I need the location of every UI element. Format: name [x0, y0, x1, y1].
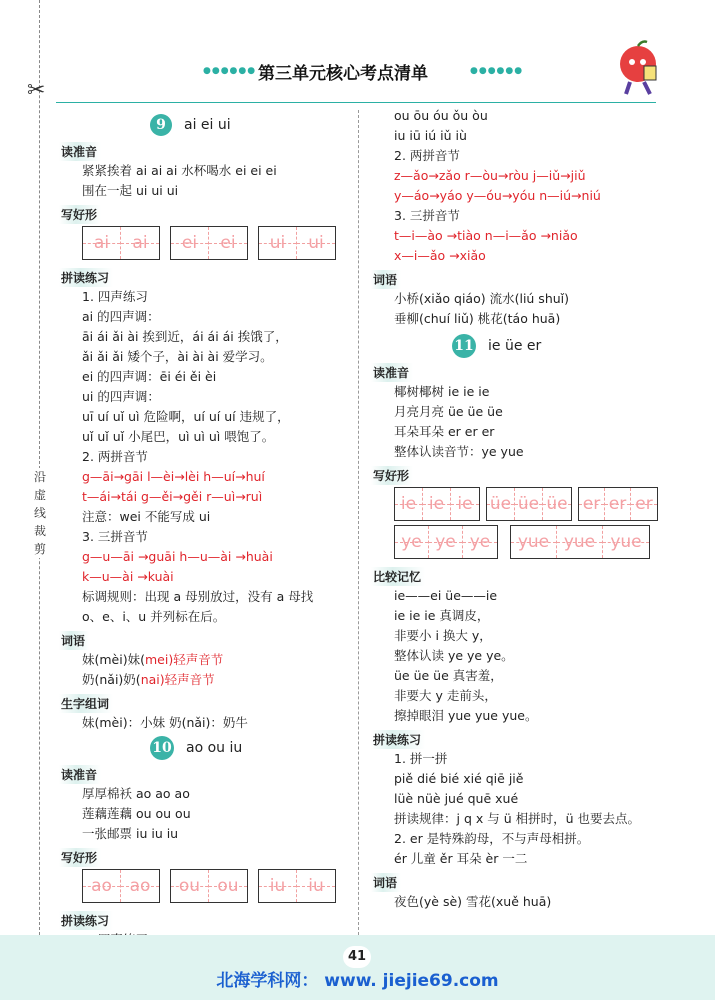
footer-site: 北海学科网： www. jiejie69.com — [216, 971, 499, 991]
section-label: 写好形 — [368, 466, 413, 485]
writing-cell: üe — [515, 488, 543, 520]
section-label: 写好形 — [56, 205, 101, 224]
text-line: 妹(mèi)：小妹 奶(nǎi)：奶牛 — [82, 715, 248, 730]
unit-11-title: ie üe er — [488, 338, 542, 354]
writing-box — [258, 226, 336, 260]
page-title: 第三单元核心考点清单 — [258, 64, 428, 84]
writing-box — [394, 525, 498, 559]
text-line: o、e、i、u 并列标在后。 — [82, 609, 226, 624]
text-line: ei 的四声调：ēi éi ěi èi — [82, 369, 217, 384]
section-label: 拼读练习 — [56, 268, 113, 287]
writing-box — [258, 869, 336, 903]
text-line: 标调规则：出现 a 母别放过，没有 a 母找 — [82, 589, 314, 604]
text-line: ǎi ǎi ǎi 矮个子，ài ài ài 爱学习。 — [82, 349, 273, 364]
unit-9-head — [150, 112, 356, 138]
header-dots-left: ●●●●●● — [203, 66, 257, 76]
text-line: 2. 两拼音节 — [82, 449, 148, 464]
section-label: 读准音 — [56, 142, 101, 161]
text-line: ér 儿童 ěr 耳朵 èr 一二 — [394, 851, 528, 866]
writing-grid — [56, 226, 356, 260]
text-line: 椰树椰树 ie ie ie — [394, 384, 490, 399]
text-line: 1. 拼一拼 — [394, 751, 448, 766]
header-rule — [56, 102, 656, 103]
writing-cell: üe — [487, 488, 515, 520]
text-line: 莲藕莲藕 ou ou ou — [82, 806, 191, 821]
writing-grid — [368, 525, 668, 559]
text-line: ai 的四声调： — [82, 309, 160, 324]
writing-cell: ao — [121, 870, 159, 902]
text-line: 夜色(yè sè) 雪花(xuě huā) — [394, 894, 552, 909]
unit-11-head — [452, 333, 668, 359]
writing-cell: yue — [557, 526, 603, 558]
writing-cell: iu — [297, 870, 335, 902]
writing-cell: ui — [297, 227, 335, 259]
apple-mascot-icon — [614, 40, 664, 98]
writing-box — [82, 226, 160, 260]
text-line: ie ie ie 真调皮， — [394, 608, 490, 623]
text-line: 注意：wei 不能写成 ui — [82, 509, 211, 524]
section-label: 读准音 — [368, 363, 413, 382]
section-label: 生字组词 — [56, 694, 113, 713]
writing-cell: ou — [209, 870, 247, 902]
section-label: 词语 — [368, 270, 401, 289]
text-line: 耳朵耳朵 er er er — [394, 424, 495, 439]
text-line: 紧紧挨着 ai ai ai 水杯喝水 ei ei ei — [82, 163, 277, 178]
writing-cell: ou — [171, 870, 209, 902]
pinyin-line: t—i—ào →tiào n—i—ǎo →niǎo — [394, 228, 578, 243]
writing-cell: üe — [543, 488, 571, 520]
text-line: 3. 三拼音节 — [82, 529, 148, 544]
unit-9-badge: 9 — [150, 114, 172, 136]
writing-cell: ei — [171, 227, 209, 259]
writing-cell: er — [579, 488, 605, 520]
pinyin-line: x—i—ǎo →xiǎo — [394, 248, 486, 263]
section-label: 写好形 — [56, 848, 101, 867]
section-label: 词语 — [368, 873, 401, 892]
writing-cell: ei — [209, 227, 247, 259]
text-line: 奶(nǎi)奶(nai)轻声音节 — [82, 672, 215, 687]
writing-cell: ye — [395, 526, 429, 558]
right-column — [368, 106, 668, 912]
text-line: üe üe üe 真害羞， — [394, 668, 503, 683]
pinyin-line: g—u—āi →guāi h—u—ài →huài — [82, 549, 273, 564]
text-line: 1. 四声练习 — [82, 289, 148, 304]
text-line: 月亮月亮 üe üe üe — [394, 404, 503, 419]
text-line: 非要小 i 换大 y， — [394, 628, 492, 643]
writing-cell: yue — [603, 526, 649, 558]
writing-cell: ui — [259, 227, 297, 259]
text-line: lüè nüè jué quē xué — [394, 791, 519, 806]
writing-box — [170, 869, 248, 903]
writing-box — [486, 487, 572, 521]
cut-note: 沿虚线裁剪 — [33, 470, 46, 556]
text-line: 拼读规律：j q x 与 ü 相拼时，ü 也要去点。 — [394, 811, 640, 826]
writing-cell: ao — [83, 870, 121, 902]
text-line: 非要大 y 走前头， — [394, 688, 497, 703]
section-label: 拼读练习 — [368, 730, 425, 749]
column-divider — [358, 110, 359, 935]
writing-cell: ie — [395, 488, 423, 520]
writing-cell: er — [631, 488, 657, 520]
left-column — [56, 112, 356, 970]
writing-box — [510, 525, 650, 559]
text-line: ie——ei üe——ie — [394, 588, 498, 603]
text-line: uǐ uǐ uǐ 小尾巴，uì uì uì 喂饱了。 — [82, 429, 275, 444]
pinyin-line: z—ǎo→zǎo r—òu→ròu j—iǔ→jiǔ — [394, 168, 586, 183]
text-line: 围在一起 ui ui ui — [82, 183, 179, 198]
writing-grid — [56, 869, 356, 903]
text-line: 整体认读音节：ye yue — [394, 444, 524, 459]
writing-box — [82, 869, 160, 903]
section-label: 词语 — [56, 631, 89, 650]
section-label: 比较记忆 — [368, 567, 425, 586]
unit-10-head — [150, 735, 356, 761]
writing-cell: er — [605, 488, 631, 520]
writing-cell: ai — [121, 227, 159, 259]
text-line: 厚厚棉袄 ao ao ao — [82, 786, 190, 801]
pinyin-line: g—āi→gāi l—èi→lèi h—uí→huí — [82, 469, 265, 484]
writing-cell: ye — [463, 526, 497, 558]
unit-10-title: ao ou iu — [186, 740, 243, 756]
writing-cell: iu — [259, 870, 297, 902]
text-line: 垂柳(chuí liǔ) 桃花(táo huā) — [394, 311, 561, 326]
writing-cell: ie — [423, 488, 451, 520]
writing-cell: ai — [83, 227, 121, 259]
text-line: 小桥(xiǎo qiáo) 流水(liú shuǐ) — [394, 291, 570, 306]
text-line: 2. 两拼音节 — [394, 148, 460, 163]
page-header — [0, 55, 715, 95]
text-line: uī uí uǐ uì 危险啊，uí uí uí 违规了， — [82, 409, 290, 424]
writing-box — [394, 487, 480, 521]
text-line: piě dié bié xié qiē jiě — [394, 771, 524, 786]
writing-box — [578, 487, 658, 521]
header-dots-right: ●●●●●● — [470, 66, 524, 76]
text-line: iu iū iú iǔ iù — [394, 128, 467, 143]
writing-grid — [368, 487, 668, 521]
unit-11-badge: 11 — [452, 334, 476, 358]
text-line: 3. 三拼音节 — [394, 208, 460, 223]
text-line: ui 的四声调： — [82, 389, 160, 404]
text-line: 擦掉眼泪 yue yue yue。 — [394, 708, 538, 723]
text-line: 一张邮票 iu iu iu — [82, 826, 179, 841]
unit-9-title: ai ei ui — [184, 117, 231, 133]
text-line: ou ōu óu ǒu òu — [394, 108, 488, 123]
section-label: 读准音 — [56, 765, 101, 784]
page-number: 41 — [343, 946, 371, 968]
text-line: 妹(mèi)妹(mei)轻声音节 — [82, 652, 224, 667]
pinyin-line: y—áo→yáo y—óu→yóu n—iú→niú — [394, 188, 601, 203]
unit-10-badge: 10 — [150, 736, 174, 760]
writing-box — [170, 226, 248, 260]
text-line: 2. er 是特殊韵母，不与声母相拼。 — [394, 831, 590, 846]
text-line: 整体认读 ye ye ye。 — [394, 648, 514, 663]
writing-cell: yue — [511, 526, 557, 558]
writing-cell: ie — [451, 488, 479, 520]
section-label: 拼读练习 — [56, 911, 113, 930]
text-line: āi ái ǎi ài 挨到近，ái ái ái 挨饿了， — [82, 329, 288, 344]
pinyin-line: t—ái→tái g—ěi→gěi r—uì→ruì — [82, 489, 263, 504]
writing-cell: ye — [429, 526, 463, 558]
pinyin-line: k—u—ài →kuài — [82, 569, 174, 584]
scissors-icon: ✂ — [27, 78, 46, 103]
